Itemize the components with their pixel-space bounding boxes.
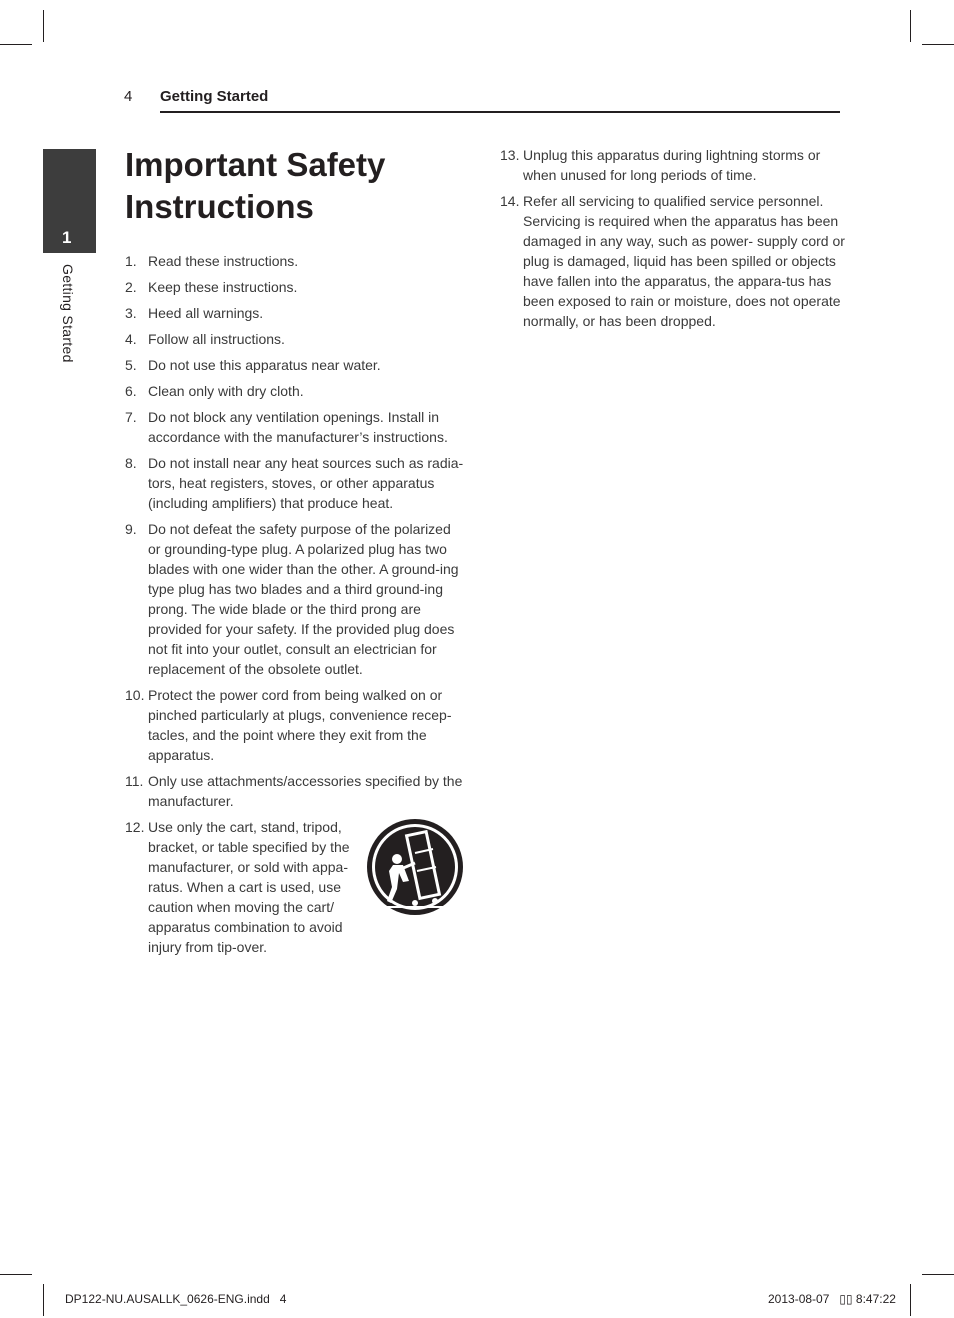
instruction-number: 8. [125,455,137,471]
instruction-number: 2. [125,279,137,295]
instruction-text: Follow all instructions. [148,331,285,347]
instruction-number: 3. [125,305,137,321]
instruction-number: 14. [500,193,520,209]
instruction-number: 10. [125,687,145,703]
instruction-text: Do not use this apparatus near water. [148,357,381,373]
instruction-text: Heed all warnings. [148,305,264,321]
chapter-number: 1 [62,228,72,247]
instruction-text: Clean only with dry cloth. [148,383,304,399]
crop-mark [922,44,954,45]
footer-datetime: 2013-08-07 ▯▯ 8:47:22 [768,1292,896,1306]
instruction-item [500,145,845,185]
instruction-text: Use only the cart, stand, tripod, bracket, or table specified by the manufacturer, or sold with appa-ratus. When a cart is used, use caution when moving the cart/ apparatus combination to avoid injury from tip-over. [148,819,350,955]
instruction-item [125,771,465,811]
instruction-item [125,453,465,513]
crop-mark [43,10,44,42]
instruction-item [125,519,465,679]
instruction-item [125,381,465,401]
page-number: 4 [124,88,133,105]
instruction-number: 4. [125,331,137,347]
instruction-number: 6. [125,383,137,399]
crop-mark [43,1284,44,1316]
crop-mark [910,10,911,42]
instruction-number: 13. [500,147,520,163]
instruction-item [500,191,845,331]
instruction-text: Do not install near any heat sources such as radia-tors, heat registers, stoves, or other apparatus (including amplifiers) that produce heat. [148,455,464,511]
instruction-number: 7. [125,409,137,425]
instruction-number: 1. [125,253,137,269]
section-header: Getting Started [160,88,269,105]
footer-filename: DP122-NU.AUSALLK_0626-ENG.indd 4 [65,1292,287,1306]
instruction-text: Only use attachments/accessories specified by the manufacturer. [148,773,463,809]
instruction-item [125,407,465,447]
instruction-item [125,277,465,297]
instruction-text: Do not block any ventilation openings. Install in accordance with the manufacturer’s instructions. [148,409,448,445]
instruction-item [125,355,465,375]
instructions-list-right [500,145,845,337]
crop-mark [922,1274,954,1275]
crop-mark [0,44,32,45]
instruction-text: Do not defeat the safety purpose of the polarized or grounding-type plug. A polarized plug has two blades with one wider than the other. A ground-ing type plug has two blades and a third ground-ing prong. The wide blade or the third prong are provided for your safety. If the provided plug does not fit into your outlet, consult an electrician for replacement of the obsolete outlet. [148,521,459,677]
instruction-text: Unplug this apparatus during lightning storms or when unused for long periods of time. [523,147,821,183]
chapter-label: Getting Started [60,264,76,363]
crop-mark [0,1274,32,1275]
instruction-text: Protect the power cord from being walked on or pinched particularly at plugs, convenience recep-tacles, and the point where they exit from the apparatus. [148,687,452,763]
instruction-number: 12. [125,819,145,835]
instruction-number: 9. [125,521,137,537]
instruction-item [125,251,465,271]
header-rule [160,111,840,113]
instruction-text: Keep these instructions. [148,279,298,295]
instruction-item [125,303,465,323]
cart-tip-over-warning-icon [363,815,467,919]
instruction-number: 11. [125,773,144,789]
page-title: Important Safety Instructions [125,146,386,225]
instruction-text: Read these instructions. [148,253,299,269]
instruction-text: Refer all servicing to qualified service personnel. Servicing is required when the apparatus has been damaged in any way, such as power- supply cord or plug is damaged, liquid has been spilled or objects have fallen into the apparatus, the appara-tus has been exposed to rain or moisture, does not operate normally, or has been dropped. [523,193,845,329]
instruction-item [125,685,465,765]
crop-mark [910,1284,911,1316]
instruction-number: 5. [125,357,137,373]
instruction-item [125,329,465,349]
